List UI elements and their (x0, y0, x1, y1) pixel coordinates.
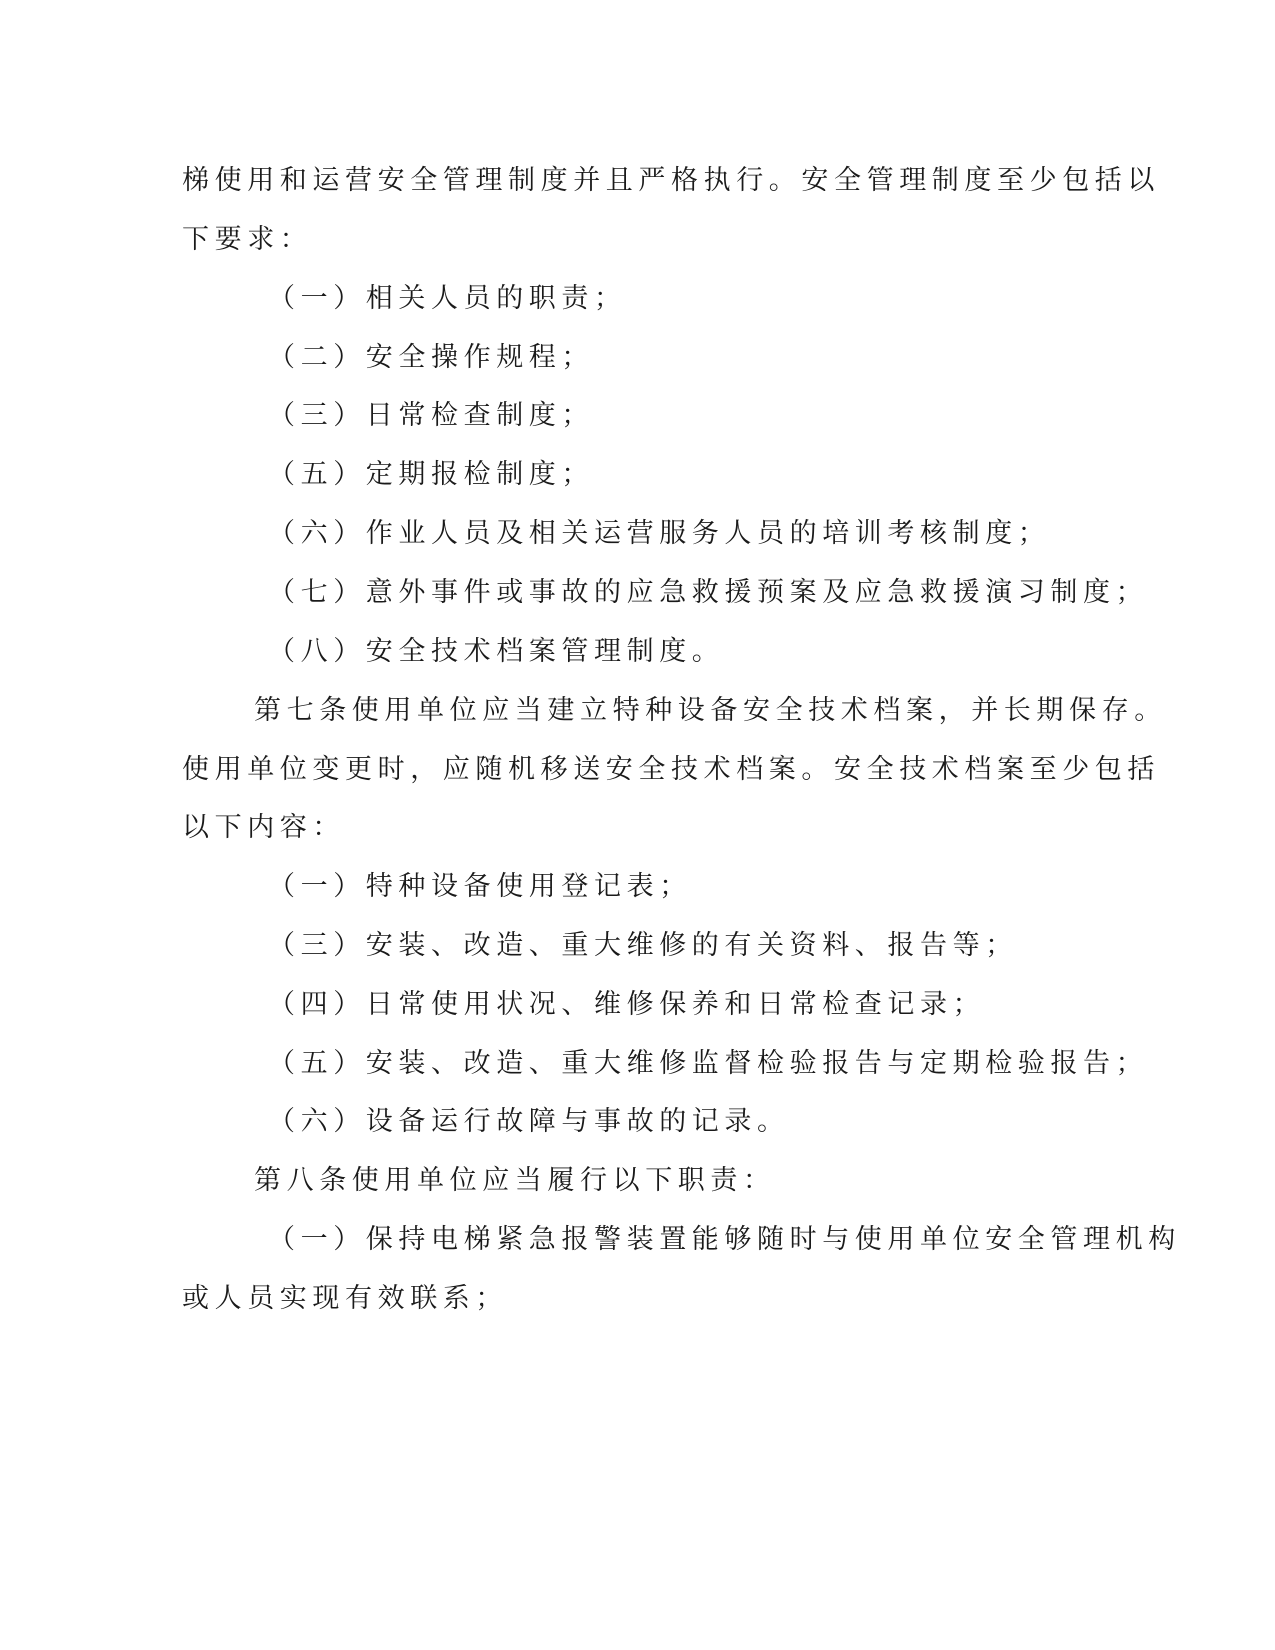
list-item: （五）安装、改造、重大维修监督检验报告与定期检验报告； (268, 1048, 1149, 1079)
list-item: （三）日常检查制度； (268, 400, 594, 431)
paragraph-line: 以下内容： (182, 812, 345, 843)
list-item: （八）安全技术档案管理制度。 (268, 636, 725, 667)
list-item: （二）安全操作规程； (268, 342, 594, 373)
paragraph-line: 使用单位变更时，应随机移送安全技术档案。安全技术档案至少包括 (182, 754, 1160, 785)
article-heading-line: 第七条使用单位应当建立特种设备安全技术档案，并长期保存。 (254, 695, 1167, 726)
list-item: （四）日常使用状况、维修保养和日常检查记录； (268, 989, 986, 1020)
list-item: （一）特种设备使用登记表； (268, 871, 692, 902)
list-item: （三）安装、改造、重大维修的有关资料、报告等； (268, 930, 1018, 961)
list-item: （六）设备运行故障与事故的记录。 (268, 1106, 790, 1137)
list-item: （五）定期报检制度； (268, 459, 594, 490)
list-item: （一）相关人员的职责； (268, 283, 627, 314)
paragraph-line: 或人员实现有效联系； (182, 1283, 508, 1314)
list-item: （七）意外事件或事故的应急救援预案及应急救援演习制度； (268, 577, 1149, 608)
paragraph-line: 下要求： (182, 224, 313, 255)
article-heading-line: 第八条使用单位应当履行以下职责： (254, 1165, 776, 1196)
list-item: （一）保持电梯紧急报警装置能够随时与使用单位安全管理机构 (268, 1224, 1181, 1255)
list-item: （六）作业人员及相关运营服务人员的培训考核制度； (268, 518, 1051, 549)
paragraph-line: 梯使用和运营安全管理制度并且严格执行。安全管理制度至少包括以 (182, 165, 1160, 196)
